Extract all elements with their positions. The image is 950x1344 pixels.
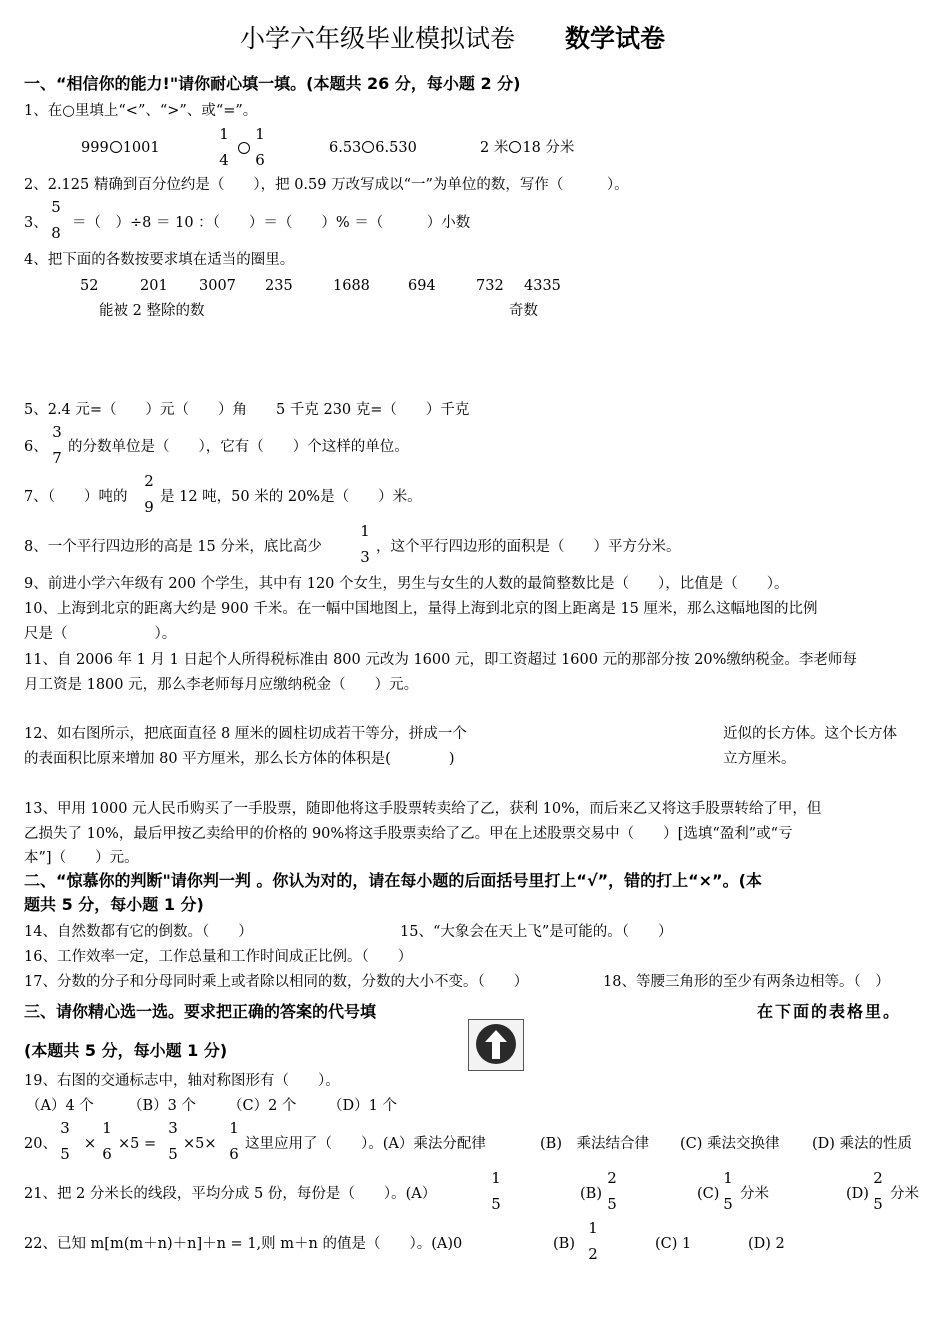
q11-line2: 月工资是 1800 元，那么李老师每月应缴纳税金（ ）元。 <box>24 677 419 693</box>
q13-line3: 本”]（ ）元。 <box>24 850 139 866</box>
q4-number: 201 <box>140 278 168 294</box>
q21-option-c: (C) <box>697 1186 720 1202</box>
q15-text: 15、“大象会在天上飞”是可能的。（ ） <box>400 924 673 940</box>
q4-number: 694 <box>408 278 436 294</box>
q21-option-d: (D) <box>846 1186 869 1202</box>
q21-unit: 分米 <box>890 1186 919 1202</box>
q21-unit: 分米 <box>740 1186 769 1202</box>
q20-op: ×5× <box>183 1136 217 1152</box>
q20-prefix: 20、 <box>24 1136 57 1152</box>
q7-prefix: 7、（ ）吨的 <box>24 489 128 505</box>
q1-compare-e: 2 米 18 分米 <box>480 140 575 156</box>
q8-text: ，这个平行四边形的面积是（ ）平方分米。 <box>376 539 681 555</box>
q19-option-d: （D）1 个 <box>328 1098 397 1114</box>
q2-text: 2、2.125 精确到百分位约是（ ），把 0.59 万改写成以“一”为单位的数，写作（ ）。 <box>24 177 629 193</box>
q1-compare-a: 999 1001 <box>81 140 160 156</box>
q11-line1: 11、自 2006 年 1 月 1 日起个人所得税标准由 800 元改为 1600 元，即工资超过 1600 元的那部分按 20%缴纳税金。李老师每 <box>24 652 857 668</box>
q1-compare-c: 6.53 6.530 <box>329 140 417 156</box>
page-title <box>240 24 665 54</box>
title-subject: 数学试卷 <box>565 24 666 53</box>
q20-option-d: (D) 乘法的性质 <box>812 1136 913 1152</box>
q21-option-b: (B) <box>580 1186 602 1202</box>
q3-prefix: 3、 <box>24 215 48 231</box>
q17-text: 17、分数的分子和分母同时乘上或者除以相同的数，分数的大小不变。（ ） <box>24 974 529 990</box>
q9-text: 9、前进小学六年级有 200 个学生，其中有 120 个女生，男生与女生的人数的最简整数比是（ ），比值是（ ）。 <box>24 576 789 592</box>
q5-text: 5、2.4 元=（ ）元（ ）角 5 千克 230 克=（ ）千克 <box>24 402 470 418</box>
section3-heading-right: 在下面的表格里。 <box>757 1002 902 1021</box>
q20-option-b: (B) 乘法结合律 <box>540 1136 649 1152</box>
q10-line1: 10、上海到北京的距离大约是 900 千米。在一幅中国地图上，量得上海到北京的图上距离是 15 厘米，那么这幅地图的比例 <box>24 601 818 617</box>
q19-option-b: （B）3 个 <box>128 1098 196 1114</box>
up-arrow-icon <box>476 1024 516 1064</box>
section1-heading: 一、“相信你的能力!"请你耐心填一填。(本题共 26 分，每小题 2 分) <box>24 74 521 93</box>
q4-number: 52 <box>80 278 99 294</box>
section2-heading-line2: 题共 5 分，每小题 1 分) <box>24 895 204 914</box>
q6-text: 的分数单位是（ ），它有（ ）个这样的单位。 <box>68 439 409 455</box>
q6-prefix: 6、 <box>24 439 48 455</box>
q13-line2: 乙损失了 10%，最后甲按乙卖给甲的价格的 90%将这手股票卖给了乙。甲在上述股票交易中（ ）[选填“盈利”或“亏 <box>24 826 793 842</box>
q20-op: × <box>84 1136 97 1152</box>
q22-option-c: (C) 1 <box>655 1236 692 1252</box>
q19-text: 19、右图的交通标志中，轴对称图形有（ ）。 <box>24 1073 340 1089</box>
q14-text: 14、自然数都有它的倒数。（ ） <box>24 924 253 940</box>
q20-option-c: (C) 乘法交换律 <box>680 1136 780 1152</box>
q12-line2-left: 的表面积比原来增加 80 平方厘米，那么长方体的体积是( ) <box>24 751 455 767</box>
q13-line1: 13、甲用 1000 元人民币购买了一手股票，随即他将这手股票转卖给了乙，获利 10%，而后来乙又将这手股票转给了甲，但 <box>24 801 822 817</box>
q22-option-b: (B) <box>553 1236 575 1252</box>
section3-heading2: (本题共 5 分，每小题 1 分) <box>24 1041 228 1060</box>
section2-heading-line1: 二、“惊慕你的判断"请你判一判 。你认为对的，请在每小题的后面括号里打上“√”，错的打上“×”。(本 <box>24 871 762 890</box>
q8-prefix: 8、一个平行四边形的高是 15 分米，底比高少 <box>24 539 322 555</box>
q4-number: 1688 <box>333 278 370 294</box>
q4-label-even: 能被 2 整除的数 <box>99 303 205 319</box>
q1-text: 1、在○里填上“<”、“>”、或“=”。 <box>24 103 258 119</box>
q4-text: 4、把下面的各数按要求填在适当的圈里。 <box>24 252 295 268</box>
compare-circle-icon[interactable] <box>509 141 521 153</box>
q12-line2-right: 立方厘米。 <box>723 751 796 767</box>
q18-text: 18、等腰三角形的至少有两条边相等。（ ） <box>603 974 890 990</box>
section3-heading: 三、请你精心选一选。要求把正确的答案的代号填 <box>24 1002 377 1021</box>
q20-op: ×5 = <box>118 1136 157 1152</box>
q4-number: 732 <box>476 278 504 294</box>
q12-line1-right: 近似的长方体。这个长方体 <box>723 726 897 742</box>
q3-text: ＝（ ）÷8 ＝ 10 ：（ ）＝（ ）% ＝（ ）小数 <box>72 215 471 231</box>
compare-circle-icon[interactable] <box>362 141 374 153</box>
q12-line1-left: 12、如右图所示，把底面直径 8 厘米的圆柱切成若干等分，拼成一个 <box>24 726 467 742</box>
q20-tail: 这里应用了（ ）。(A）乘法分配律 <box>245 1136 486 1152</box>
compare-circle-icon[interactable] <box>238 142 250 154</box>
q19-option-c: （C）2 个 <box>228 1098 297 1114</box>
q4-number: 3007 <box>199 278 236 294</box>
q4-number: 4335 <box>524 278 561 294</box>
q16-text: 16、工作效率一定，工作总量和工作时间成正比例。（ ） <box>24 949 413 965</box>
q22-option-d: (D) 2 <box>748 1236 785 1252</box>
q22-text: 22、已知 m[m(m＋n)＋n]＋n = 1,则 m＋n 的值是（ ）。(A)0 <box>24 1236 463 1252</box>
title-main: 小学六年级毕业模拟试卷 <box>240 24 516 53</box>
q4-number: 235 <box>265 278 293 294</box>
q7-text: 是 12 吨，50 米的 20%是（ ）米。 <box>160 489 422 505</box>
q4-label-odd: 奇数 <box>509 303 538 319</box>
q10-line2: 尺是（ ）。 <box>24 626 177 642</box>
traffic-sign <box>468 1019 524 1071</box>
compare-circle-icon[interactable] <box>110 141 122 153</box>
q19-option-a: （A）4 个 <box>26 1098 94 1114</box>
q21-text: 21、把 2 分米长的线段，平均分成 5 份，每份是（ ）。(A） <box>24 1186 437 1202</box>
